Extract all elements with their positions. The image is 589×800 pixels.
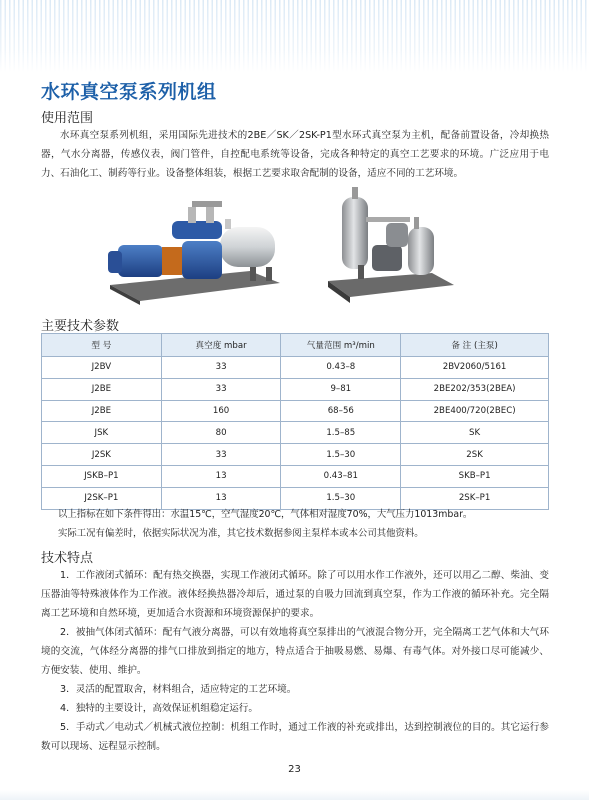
- table-row: [42, 378, 549, 400]
- cell-flow: 1.5–30: [281, 444, 401, 466]
- feature-item-4: 4．独特的主要设计，高效保证机组稳定运行。: [60, 703, 258, 714]
- cell-remark: 2BE400/720(2BEC): [401, 400, 549, 422]
- params-heading: 主要技术参数: [41, 319, 120, 334]
- table-row: [42, 422, 549, 444]
- usage-paragraph: 水环真空泵系列机组，采用国际先进技术的2BE／SK／2SK-P1型水环式真空泵为主机，配备前置设备，冷却换热器，气水分离器，传感仪表，阀门管件，自控配电系统等设备，完成各种特定的真空工艺要求的环境。广泛应用于电力、石油化工、制药等行业。设备整体组装，根据工艺要求取舍配制的设备，适应不同的工艺环境。: [41, 130, 549, 179]
- col-header-model: 型 号: [42, 334, 162, 357]
- cell-remark: 2BE202/353(2BEA): [401, 378, 549, 400]
- cell-flow: 9–81: [281, 378, 401, 400]
- cell-model: J2BE: [42, 400, 162, 422]
- feature-item-5: 5．手动式／电动式／机械式液位控制：机组工作时，通过工作液的补充或排出，达到控制液位的目的。其它运行参数可以现场、远程显示控制。: [41, 722, 549, 752]
- params-note-2: 实际工况有偏差时，依据实际状况为准，其它技术数据参阅主泵样本或本公司其他资料。: [58, 528, 424, 539]
- table-row: [42, 400, 549, 422]
- feature-item-2: 2．被抽气体闭式循环：配有气液分离器，可以有效地将真空泵排出的气液混合物分开，完全隔离工艺气体和大气环境的交流，气体经分离器的排气口排放到指定的地方，特点适合于抽吸易燃、易爆、有毒气体。对外接口尽可能减少、方便安装、使用、维护。: [41, 627, 549, 676]
- feature-item-3: 3．灵活的配置取舍，材料组合，适应特定的工艺环境。: [60, 684, 297, 695]
- cell-vacuum: 80: [161, 422, 281, 444]
- feature-item-1: 1．工作液闭式循环：配有热交换器，实现工作液闭式循环。除了可以用水作工作液外，还可以用乙二醇、柴油、变压器油等特殊液体作为工作液。液体经换热器冷却后，通过泵的自吸力回流到真空泵，作为工作液的循环补充。完全隔离工艺环境和自然环境，更加适合水资源和环境资源保护的要求。: [41, 570, 549, 619]
- cell-model: JSK: [42, 422, 162, 444]
- cell-vacuum: 160: [161, 400, 281, 422]
- cell-model: JSKB–P1: [42, 465, 162, 487]
- cell-model: J2SK–P1: [42, 487, 162, 509]
- cell-remark: 2SK–P1: [401, 487, 549, 509]
- cell-flow: 0.43–8: [281, 357, 401, 379]
- params-note-1: 以上指标在如下条件得出：水温15℃，空气湿度20℃，气体相对湿度70%，大气压力1013mbar。: [58, 509, 473, 520]
- cell-flow: 1.5–30: [281, 487, 401, 509]
- table-row: [42, 444, 549, 466]
- cell-remark: 2BV2060/5161: [401, 357, 549, 379]
- usage-heading: 使用范围: [41, 111, 94, 126]
- cell-model: J2BV: [42, 357, 162, 379]
- pump-unit-photo-left: [100, 193, 285, 308]
- cell-vacuum: 33: [161, 444, 281, 466]
- cell-model: J2BE: [42, 378, 162, 400]
- cell-vacuum: 33: [161, 357, 281, 379]
- col-header-vacuum: 真空度 mbar: [161, 334, 281, 357]
- bottom-fade: [0, 790, 589, 800]
- cell-remark: 2SK: [401, 444, 549, 466]
- cell-remark: SKB–P1: [401, 465, 549, 487]
- cell-vacuum: 13: [161, 487, 281, 509]
- spec-table-header-row: [42, 334, 549, 357]
- header-stripes: [0, 0, 589, 72]
- cell-flow: 68–56: [281, 400, 401, 422]
- cell-vacuum: 33: [161, 378, 281, 400]
- spec-table: [41, 333, 549, 510]
- features-heading: 技术特点: [41, 551, 94, 566]
- table-row: [42, 465, 549, 487]
- cell-flow: 0.43–81: [281, 465, 401, 487]
- col-header-flow: 气量范围 m³/min: [281, 334, 401, 357]
- cell-flow: 1.5–85: [281, 422, 401, 444]
- page-title: 水环真空泵系列机组: [41, 81, 217, 103]
- cell-vacuum: 13: [161, 465, 281, 487]
- col-header-remark: 备 注 (主泵): [401, 334, 549, 357]
- pump-unit-photo-right: [322, 187, 457, 305]
- cell-remark: SK: [401, 422, 549, 444]
- cell-model: J2SK: [42, 444, 162, 466]
- table-row: [42, 357, 549, 379]
- page-number: 23: [288, 764, 301, 775]
